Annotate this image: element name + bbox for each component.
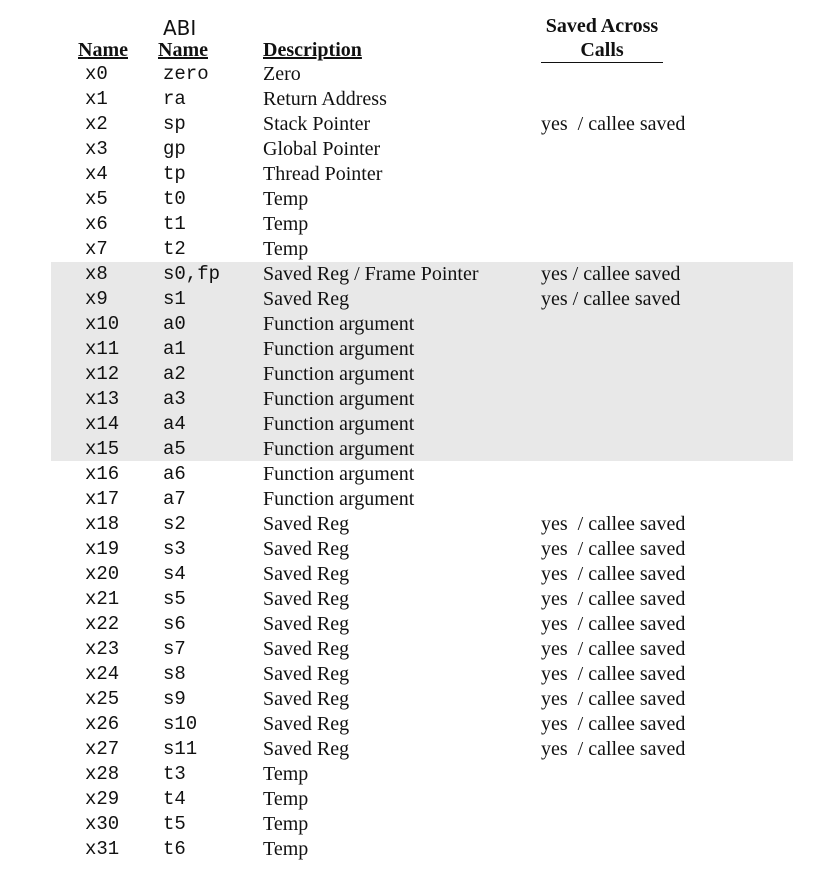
- saved-across-calls: yes / callee saved: [541, 713, 686, 735]
- description: Temp: [263, 838, 309, 860]
- saved-across-calls-header: [541, 14, 663, 63]
- description: Saved Reg: [263, 638, 350, 660]
- abi-name: s8: [163, 663, 186, 685]
- register-name: x23: [85, 638, 120, 660]
- saved-across-calls: yes / callee saved: [541, 563, 686, 585]
- register-name: x18: [85, 513, 120, 535]
- abi-name: a4: [163, 413, 186, 435]
- description: Function argument: [263, 438, 415, 460]
- register-name: x24: [85, 663, 120, 685]
- description: Temp: [263, 788, 309, 810]
- register-name: x5: [85, 188, 108, 210]
- abi-name: t0: [163, 188, 186, 210]
- description: Zero: [263, 63, 301, 85]
- saved-across-calls: yes / callee saved: [541, 638, 686, 660]
- description: Return Address: [263, 88, 387, 110]
- description: Saved Reg: [263, 563, 350, 585]
- description: Saved Reg: [263, 513, 350, 535]
- description: Function argument: [263, 388, 415, 410]
- name-column-header: Name: [78, 39, 128, 61]
- saved-across-calls: yes / callee saved: [541, 263, 681, 285]
- saved-across-calls: yes / callee saved: [541, 738, 686, 760]
- abi-name: t4: [163, 788, 186, 810]
- register-name: x6: [85, 213, 108, 235]
- register-name: x22: [85, 613, 120, 635]
- abi-name: s3: [163, 538, 186, 560]
- abi-name: t2: [163, 238, 186, 260]
- register-name: x7: [85, 238, 108, 260]
- abi-name: s2: [163, 513, 186, 535]
- table-row: [0, 762, 840, 787]
- abi-name: ra: [163, 88, 186, 110]
- register-name: x16: [85, 463, 120, 485]
- abi-name: s0,fp: [163, 263, 221, 285]
- abi-name: sp: [163, 113, 186, 135]
- table-row: [0, 837, 840, 862]
- description: Temp: [263, 813, 309, 835]
- abi-name: gp: [163, 138, 186, 160]
- table-row: [0, 712, 840, 737]
- table-row: [0, 487, 840, 512]
- description: Saved Reg: [263, 288, 350, 310]
- abi-name: s7: [163, 638, 186, 660]
- abi-name: t3: [163, 763, 186, 785]
- abi-name: s5: [163, 588, 186, 610]
- table-row: [0, 687, 840, 712]
- description: Function argument: [263, 488, 415, 510]
- description: Stack Pointer: [263, 113, 371, 135]
- abi-name: a6: [163, 463, 186, 485]
- saved-across-calls: yes / callee saved: [541, 538, 686, 560]
- description: Saved Reg: [263, 538, 350, 560]
- table-row: [0, 362, 840, 387]
- description: Global Pointer: [263, 138, 381, 160]
- saved-across-calls: yes / callee saved: [541, 588, 686, 610]
- abi-name: tp: [163, 163, 186, 185]
- register-name: x1: [85, 88, 108, 110]
- description: Temp: [263, 213, 309, 235]
- description: Function argument: [263, 313, 415, 335]
- table-row: [0, 512, 840, 537]
- table-row: [0, 137, 840, 162]
- saved-across-calls: yes / callee saved: [541, 288, 681, 310]
- abi-name: a1: [163, 338, 186, 360]
- description: Saved Reg: [263, 713, 350, 735]
- description: Function argument: [263, 413, 415, 435]
- description: Temp: [263, 188, 309, 210]
- table-row: [0, 287, 840, 312]
- register-name: x2: [85, 113, 108, 135]
- description: Temp: [263, 763, 309, 785]
- saved-header-line1: Saved Across: [545, 15, 659, 37]
- table-row: [0, 637, 840, 662]
- table-row: [0, 737, 840, 762]
- table-row: [0, 562, 840, 587]
- table-row: [0, 212, 840, 237]
- register-name: x15: [85, 438, 120, 460]
- abi-name: s10: [163, 713, 198, 735]
- abi-header-top: ABI: [163, 16, 197, 40]
- abi-name: zero: [163, 63, 209, 85]
- table-row: [0, 262, 840, 287]
- description: Function argument: [263, 363, 415, 385]
- abi-name: a0: [163, 313, 186, 335]
- abi-name: s6: [163, 613, 186, 635]
- abi-name: a2: [163, 363, 186, 385]
- description: Saved Reg: [263, 588, 350, 610]
- table-row: [0, 187, 840, 212]
- abi-name: s1: [163, 288, 186, 310]
- register-name: x11: [85, 338, 120, 360]
- saved-across-calls: yes / callee saved: [541, 663, 686, 685]
- description-column-header: Description: [263, 39, 362, 61]
- abi-name: t6: [163, 838, 186, 860]
- abi-name-column-header: Name: [158, 39, 208, 61]
- abi-name: a7: [163, 488, 186, 510]
- saved-header-line2: Calls: [541, 38, 663, 63]
- description: Saved Reg: [263, 663, 350, 685]
- description: Function argument: [263, 463, 415, 485]
- register-name: x29: [85, 788, 120, 810]
- description: Saved Reg: [263, 738, 350, 760]
- register-name: x14: [85, 413, 120, 435]
- register-name: x17: [85, 488, 120, 510]
- table-row: [0, 87, 840, 112]
- description: Saved Reg / Frame Pointer: [263, 263, 479, 285]
- description: Thread Pointer: [263, 163, 383, 185]
- saved-across-calls: yes / callee saved: [541, 613, 686, 635]
- register-name: x13: [85, 388, 120, 410]
- abi-name: t1: [163, 213, 186, 235]
- abi-name: s11: [163, 738, 198, 760]
- saved-across-calls: yes / callee saved: [541, 513, 686, 535]
- register-name: x27: [85, 738, 120, 760]
- table-row: [0, 337, 840, 362]
- register-name: x20: [85, 563, 120, 585]
- table-row: [0, 587, 840, 612]
- table-row: [0, 787, 840, 812]
- table-row: [0, 112, 840, 137]
- description: Saved Reg: [263, 688, 350, 710]
- saved-across-calls: yes / callee saved: [541, 688, 686, 710]
- register-name: x10: [85, 313, 120, 335]
- abi-name: s9: [163, 688, 186, 710]
- table-row: [0, 437, 840, 462]
- table-row: [0, 237, 840, 262]
- table-row: [0, 387, 840, 412]
- saved-across-calls: yes / callee saved: [541, 113, 686, 135]
- register-name: x19: [85, 538, 120, 560]
- abi-name: a5: [163, 438, 186, 460]
- table-row: [0, 62, 840, 87]
- description: Function argument: [263, 338, 415, 360]
- table-row: [0, 662, 840, 687]
- table-row: [0, 612, 840, 637]
- abi-name: t5: [163, 813, 186, 835]
- register-name: x21: [85, 588, 120, 610]
- register-name: x26: [85, 713, 120, 735]
- abi-name: s4: [163, 563, 186, 585]
- register-name: x30: [85, 813, 120, 835]
- register-name: x3: [85, 138, 108, 160]
- register-name: x25: [85, 688, 120, 710]
- table-row: [0, 462, 840, 487]
- register-name: x8: [85, 263, 108, 285]
- description: Temp: [263, 238, 309, 260]
- register-name: x0: [85, 63, 108, 85]
- register-name: x28: [85, 763, 120, 785]
- abi-name: a3: [163, 388, 186, 410]
- register-name: x4: [85, 163, 108, 185]
- table-row: [0, 162, 840, 187]
- description: Saved Reg: [263, 613, 350, 635]
- table-row: [0, 412, 840, 437]
- table-row: [0, 812, 840, 837]
- table-row: [0, 312, 840, 337]
- register-name: x12: [85, 363, 120, 385]
- table-row: [0, 537, 840, 562]
- register-name: x9: [85, 288, 108, 310]
- register-name: x31: [85, 838, 120, 860]
